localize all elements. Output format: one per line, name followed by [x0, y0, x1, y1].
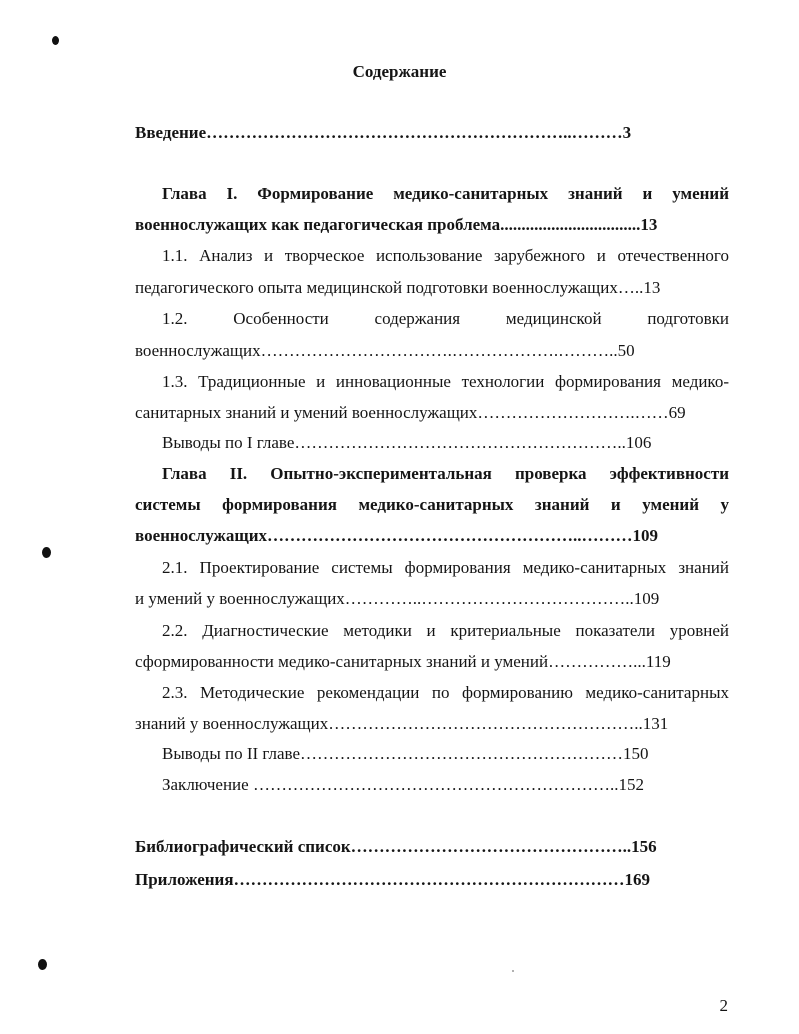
scan-mark: [52, 36, 59, 45]
toc-2-3-line2: знаний у военнослужащих………………………………………………..131: [135, 714, 669, 733]
scan-mark: [42, 547, 51, 558]
toc-conclusions-1: Выводы по I главе…………………………………………………..106: [162, 433, 652, 452]
toc-1-1-line1: 1.1. Анализ и творческое использование зарубежного и отечественного: [162, 246, 729, 265]
scan-speck: [512, 970, 514, 972]
toc-chapter-1-line1: Глава I. Формирование медико-санитарных знаний и умений: [162, 184, 729, 203]
toc-1-2-line1: 1.2. Особенности содержания медицинской подготовки: [162, 309, 729, 328]
toc-appendices: Приложения……………………………………………………………169: [135, 870, 651, 889]
toc-2-1-line2: и умений у военнослужащих…………..………………………………..109: [135, 589, 660, 608]
toc-chapter-2-line2: системы формирования медико-санитарных знаний и умений у: [135, 495, 729, 514]
toc-chapter-2-line3: военнослужащих………………………………………………..………109: [135, 526, 659, 545]
toc-conclusion: Заключение ………………………………………………………..152: [162, 775, 644, 794]
toc-2-2-line2: сформированности медико-санитарных знаний и умений……………...119: [135, 652, 671, 671]
toc-bibliography: Библиографический список…………………………………………..156: [135, 837, 657, 856]
toc-introduction: Введение………………………………………………………..………3: [135, 123, 632, 142]
toc-chapter-2-line1: Глава II. Опытно-экспериментальная проверка эффективности: [162, 464, 729, 483]
toc-2-3-line1: 2.3. Методические рекомендации по формированию медико-санитарных: [162, 683, 729, 702]
scan-mark: [38, 959, 47, 970]
toc-1-3-line2: санитарных знаний и умений военнослужащих……………………….……69: [135, 403, 686, 422]
toc-2-1-line1: 2.1. Проектирование системы формирования медико-санитарных знаний: [162, 558, 729, 577]
toc-1-2-line2: военнослужащих…………………………….……………….………..50: [135, 341, 635, 360]
toc-1-3-line1: 1.3. Традиционные и инновационные технологии формирования медико-: [162, 372, 729, 391]
page-title: Содержание: [352, 62, 447, 81]
page-number: 2: [719, 996, 728, 1015]
toc-2-2-line1: 2.2. Диагностические методики и критериальные показатели уровней: [162, 621, 729, 640]
toc-conclusions-2: Выводы по II главе…………………………………………………150: [162, 744, 649, 763]
toc-1-1-line2: педагогического опыта медицинской подготовки военнослужащих…..13: [135, 278, 661, 297]
toc-chapter-1-line2: военнослужащих как педагогическая проблема.................................13: [135, 215, 658, 234]
